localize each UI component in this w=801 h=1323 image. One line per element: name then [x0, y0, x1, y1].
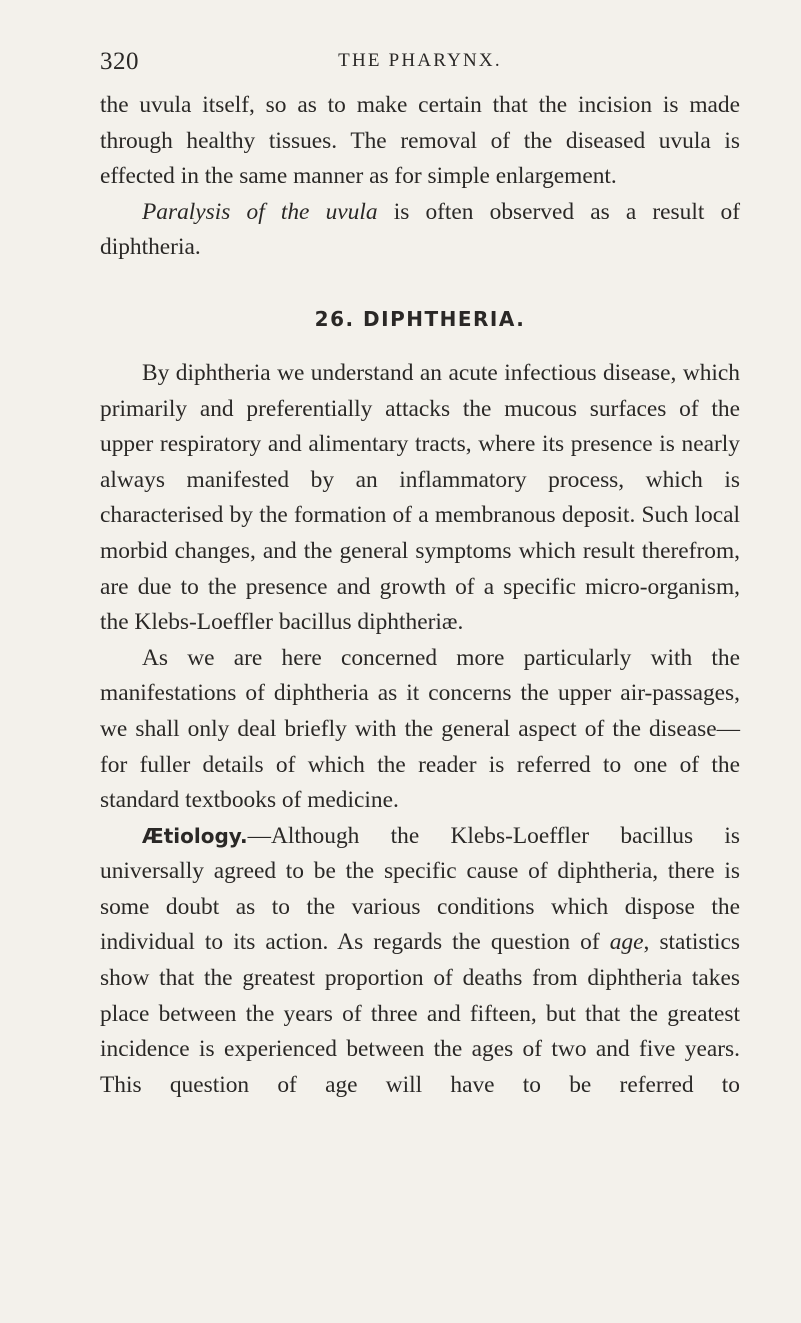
paragraph-uvula-paralysis-text: is often observed as a result of diphtheria. — [100, 198, 740, 261]
italic-word-age: age — [609, 929, 644, 956]
paragraph-uvula-removal: the uvula itself, so as to make certain that the incision is made through healthy tissues. The removal of the diseased uvula is effected in the same manner as for simple enlargement. — [100, 92, 740, 190]
paragraph-aetiology — [100, 819, 740, 1104]
aetiology-text-a: —Although the Klebs-Loeffler bacillus is universally agreed to be the specific cause of diphtheria, there is some doubt as to the various conditions which dispose the individual to its action. As regards the question of — [100, 822, 740, 956]
running-title: THE PHARYNX. — [338, 50, 502, 71]
italic-phrase-paralysis: Paralysis of the uvula — [142, 198, 378, 225]
paragraph-diphtheria-definition: By diphtheria we understand an acute infectious disease, which primarily and preferentially attacks the mucous surfaces of the upper respiratory and alimentary tracts, where its presence is nearly always manifested by an inflammatory process, which is characterised by the formation of a membranous deposit. Such local morbid changes, and the general symptoms which result therefrom, are due to the presence and growth of a specific micro-organism, the Klebs-Loeffler bacillus diphtheriæ. — [100, 359, 740, 636]
page-number: 320 — [100, 48, 139, 75]
section-heading: 26. DIPHTHERIA. — [314, 306, 526, 331]
running-head — [100, 48, 740, 80]
paragraph-uvula-paralysis — [100, 195, 740, 266]
aetiology-text-b: , statistics show that the greatest proportion of deaths from diphtheria takes place between the years of three and fifteen, but that the greatest incidence is experienced between the ages of two and five years. This question of age will have to be referred to — [100, 929, 741, 1098]
aetiology-run-in-heading: Ætiology. — [142, 823, 248, 848]
paragraph-scope: As we are here concerned more particularly with the manifestations of diphtheria as it concerns the upper air-passages, we shall only deal briefly with the general aspect of the disease—for fuller details of which the reader is referred to one of the standard textbooks of medicine. — [100, 644, 740, 814]
body-text — [100, 88, 740, 1103]
